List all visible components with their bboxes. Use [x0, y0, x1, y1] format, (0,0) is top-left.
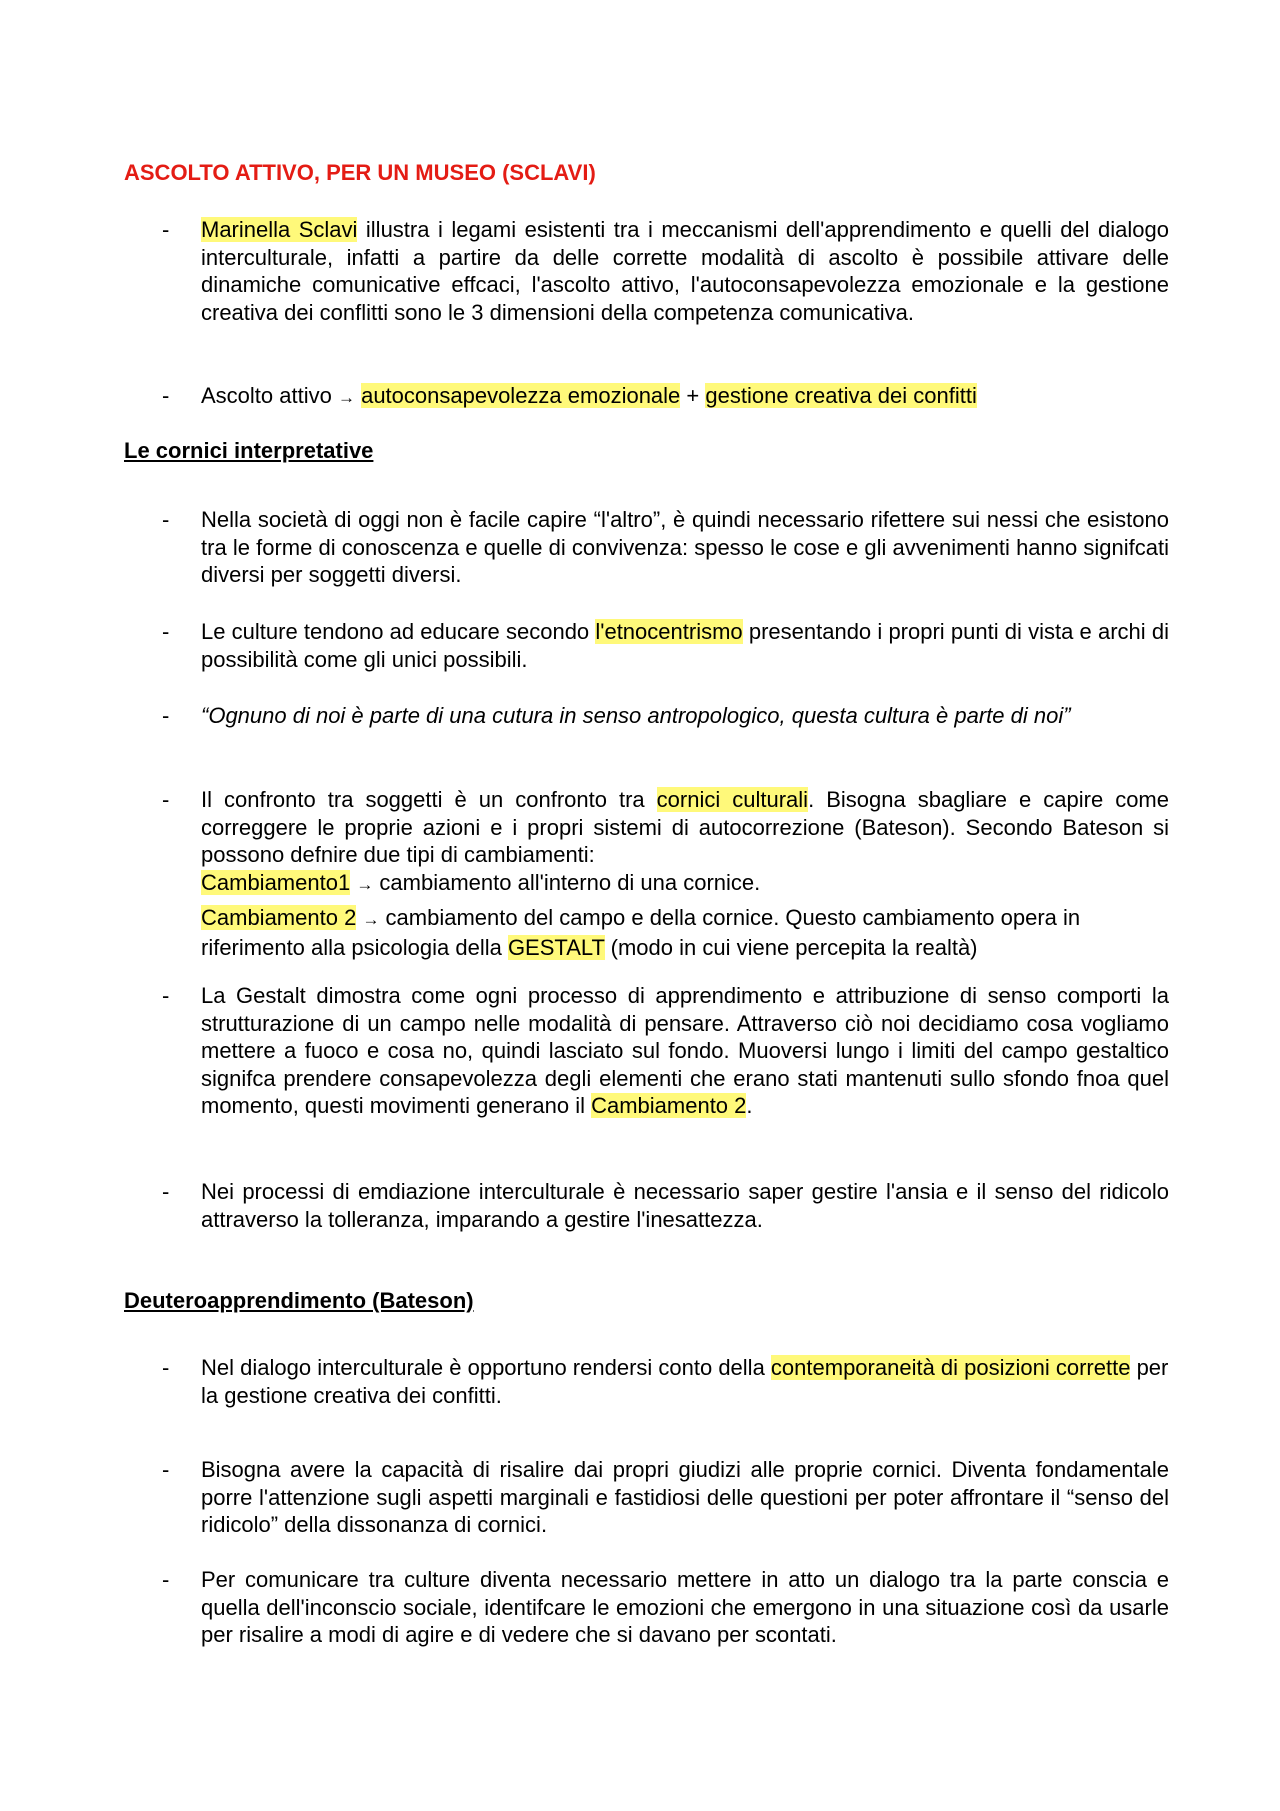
list-item — [124, 618, 1169, 673]
list-item — [124, 382, 1169, 412]
section-heading: Le cornici interpretative — [124, 438, 374, 463]
list-item — [124, 506, 1169, 589]
bullet-dash: - — [162, 619, 170, 644]
item-text: Marinella Sclavi illustra i legami esistenti tra i meccanismi dell'apprendimento e quelli del dialogo interculturale, infatti a partire da delle corrette modalità di ascolto è possibile attivare delle dinamiche comunicative effcaci, l'ascolto attivo, l'autoconsapevolezza emozionale e la gestione creativa dei conflitti sono le 3 dimensioni della competenza comunicativa. — [201, 217, 1169, 325]
quote-text: “Ognuno di noi è parte di una cutura in senso antropologico, questa cultura è parte di noi” — [201, 703, 1071, 728]
list-item — [124, 786, 1169, 961]
highlight: Marinella Sclavi — [201, 217, 358, 242]
list-item — [124, 1566, 1169, 1649]
section-heading: Deuteroapprendimento (Bateson) — [124, 1288, 474, 1313]
item-text: Il confronto tra soggetti è un confronto tra cornici culturali. Bisogna sbagliare e capire come correggere le proprie azioni e i propri sistemi di autocorrezione (Bateson). Secondo Bateson si possono defnire due tipi di cambiamenti: Cambiamento1 → cambiamento all'interno di una cornice. Cambiamento 2 → cambiamento del campo e della cornice. Questo cambiamento opera in riferimento alla psicologia della GESTALT (modo in cui viene percepita la realtà) — [201, 787, 1169, 960]
highlight: cornici culturali — [656, 787, 809, 812]
list-item — [124, 702, 1169, 730]
list-item — [124, 1354, 1169, 1409]
document-title: ASCOLTO ATTIVO, PER UN MUSEO (SCLAVI) — [124, 160, 596, 185]
bullet-dash: - — [162, 217, 170, 242]
highlight: Cambiamento1 — [201, 869, 351, 895]
highlight: Cambiamento 2 — [201, 905, 357, 930]
bullet-dash: - — [162, 1567, 170, 1592]
bullet-dash: - — [162, 1457, 170, 1482]
highlight: gestione creativa dei confitti — [705, 383, 977, 408]
bullet-dash: - — [162, 1179, 170, 1204]
bullet-dash: - — [162, 507, 170, 532]
highlight: autoconsapevolezza emozionale — [361, 383, 681, 408]
arrow-icon: → — [337, 388, 355, 407]
highlight: Cambiamento 2 — [591, 1093, 747, 1118]
bullet-dash: - — [162, 787, 170, 812]
list-item — [124, 1178, 1169, 1233]
list-item — [124, 1456, 1169, 1539]
highlight: GESTALT — [507, 934, 605, 960]
highlight: contemporaneità di posizioni corrette — [770, 1355, 1131, 1380]
bullet-dash: - — [162, 703, 170, 728]
highlight: l'etnocentrismo — [595, 619, 743, 644]
arrow-icon: → — [362, 910, 380, 929]
item-text: Per comunicare tra culture diventa necessario mettere in atto un dialogo tra la parte conscia e quella dell'inconscio sociale, identifcare le emozioni che emergono in una situazione così da usarle per risalire a modi di agire e di vedere che si davano per scontati. — [201, 1567, 1169, 1647]
item-text: La Gestalt dimostra come ogni processo di apprendimento e attribuzione di senso comporti la strutturazione di un campo nelle modalità di pensare. Attraverso ciò noi decidiamo cosa vogliamo mettere a fuoco e cosa no, quindi lasciato sul fondo. Muoversi lungo i limiti del campo gestaltico signifca prendere consapevolezza degli elementi che erano stati mantenuti sullo sfondo fnoa quel momento, questi movimenti generano il Cambiamento 2. — [201, 983, 1169, 1118]
item-text: Bisogna avere la capacità di risalire dai propri giudizi alle proprie cornici. Diventa fondamentale porre l'attenzione sugli aspetti marginali e fastidiosi delle questioni per poter affrontare il “senso del ridicolo” della dissonanza di cornici. — [201, 1457, 1169, 1537]
list-item — [124, 216, 1169, 326]
bullet-dash: - — [162, 383, 170, 408]
item-text: Nei processi di emdiazione interculturale è necessario saper gestire l'ansia e il senso del ridicolo attraverso la tolleranza, imparando a gestire l'inesattezza. — [201, 1179, 1169, 1232]
item-text: Ascolto attivo → autoconsapevolezza emozionale + gestione creativa dei confitti — [201, 383, 977, 408]
bullet-dash: - — [162, 1355, 170, 1380]
list-item — [124, 982, 1169, 1120]
arrow-icon: → — [356, 874, 374, 894]
item-text: Le culture tendono ad educare secondo l'etnocentrismo presentando i propri punti di vista e archi di possibilità come gli unici possibili. — [201, 619, 1169, 672]
change-two: Cambiamento 2 → cambiamento del campo e della cornice. Questo cambiamento opera in riferimento alla psicologia della GESTALT (modo in cui viene percepita la realtà) — [201, 905, 1081, 960]
bullet-dash: - — [162, 983, 170, 1008]
item-text: Nel dialogo interculturale è opportuno rendersi conto della contemporaneità di posizioni corrette per la gestione creativa dei confitti. — [201, 1355, 1169, 1408]
change-one: Cambiamento1 → cambiamento all'interno di una cornice. — [201, 869, 761, 895]
item-text: Nella società di oggi non è facile capire “l'altro”, è quindi necessario rifettere sui nessi che esistono tra le forme di conoscenza e quelle di convivenza: spesso le cose e gli avvenimenti hanno signifcati diversi per soggetti diversi. — [201, 507, 1169, 587]
